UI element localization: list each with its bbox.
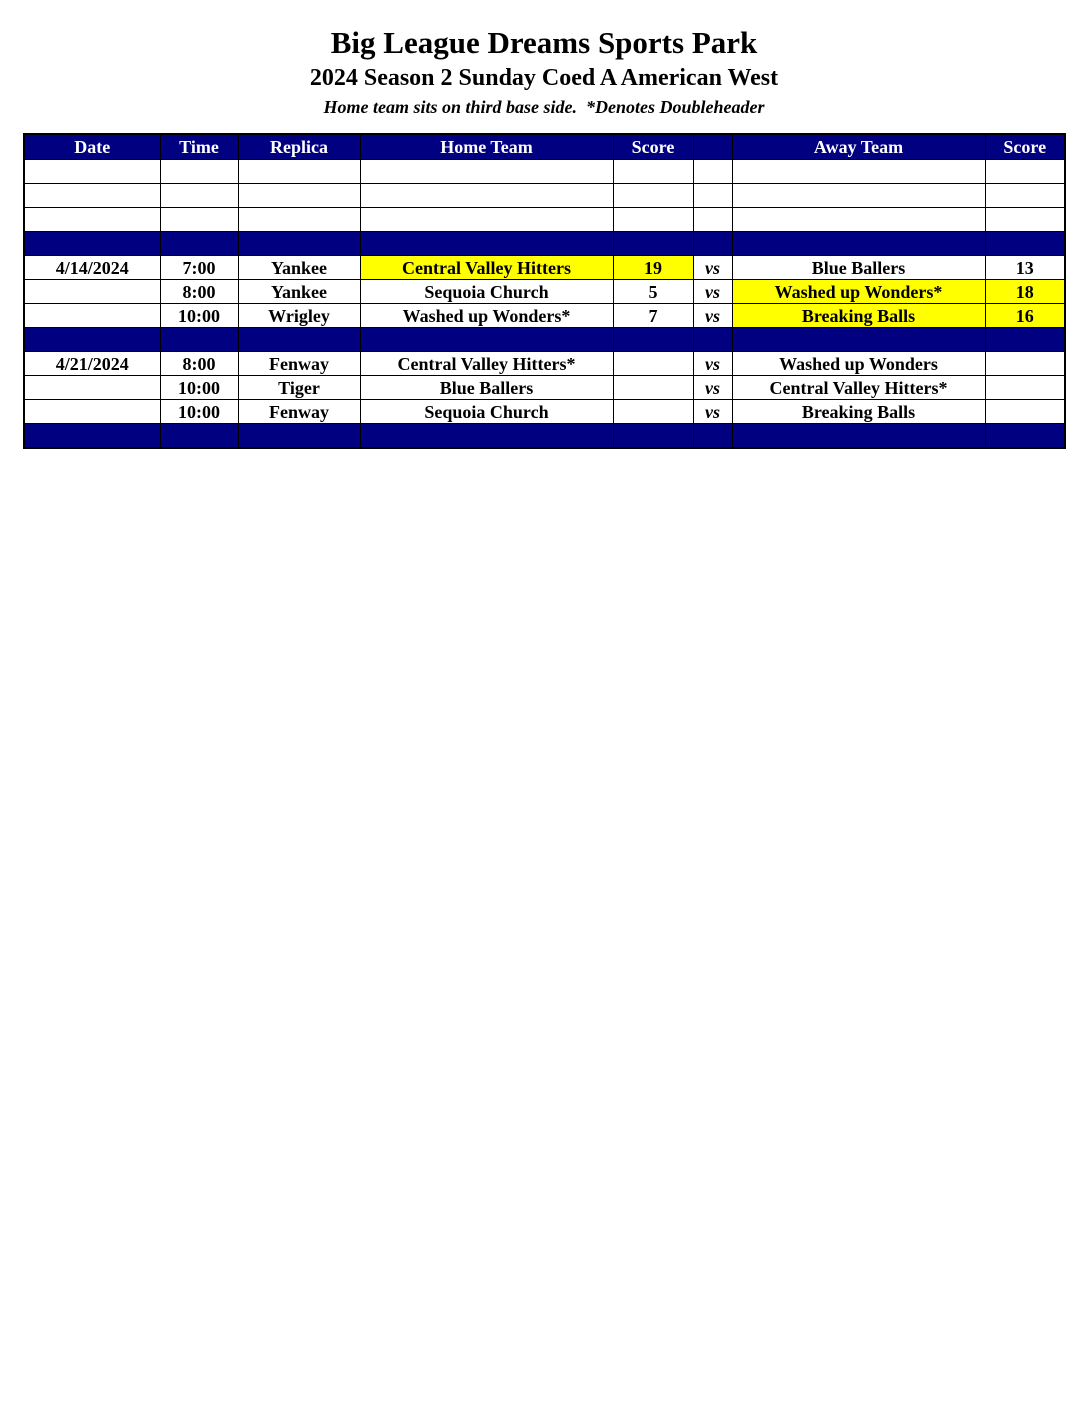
blank-cell [693, 184, 732, 208]
spacer-cell [24, 232, 160, 256]
blank-cell [24, 208, 160, 232]
cell-vs: vs [693, 400, 732, 424]
cell-away-score [985, 400, 1065, 424]
cell-away-team: Washed up Wonders* [732, 280, 985, 304]
cell-date [24, 376, 160, 400]
cell-replica: Fenway [238, 400, 360, 424]
cell-away-score: 13 [985, 256, 1065, 280]
game-row [24, 352, 1065, 376]
column-header-time: Time [160, 134, 238, 160]
blank-cell [24, 184, 160, 208]
cell-home-score [613, 400, 693, 424]
spacer-cell [985, 424, 1065, 449]
spacer-cell [613, 232, 693, 256]
blank-cell [360, 208, 613, 232]
cell-replica: Tiger [238, 376, 360, 400]
cell-home-score: 19 [613, 256, 693, 280]
spacer-cell [360, 232, 613, 256]
spacer-row [24, 424, 1065, 449]
cell-date: 4/14/2024 [24, 256, 160, 280]
cell-home-team: Central Valley Hitters* [360, 352, 613, 376]
cell-home-team: Washed up Wonders* [360, 304, 613, 328]
blank-row [24, 160, 1065, 184]
spacer-cell [613, 424, 693, 449]
game-row [24, 304, 1065, 328]
game-row [24, 376, 1065, 400]
cell-away-team: Breaking Balls [732, 304, 985, 328]
blank-cell [985, 160, 1065, 184]
cell-date [24, 280, 160, 304]
cell-away-score [985, 352, 1065, 376]
cell-vs: vs [693, 376, 732, 400]
game-row [24, 256, 1065, 280]
spacer-cell [360, 328, 613, 352]
blank-cell [985, 184, 1065, 208]
column-header-away-score: Score [985, 134, 1065, 160]
spacer-cell [732, 328, 985, 352]
spacer-cell [24, 424, 160, 449]
cell-time: 7:00 [160, 256, 238, 280]
blank-cell [238, 208, 360, 232]
cell-date: 4/21/2024 [24, 352, 160, 376]
blank-cell [238, 184, 360, 208]
spacer-cell [360, 424, 613, 449]
cell-time: 8:00 [160, 352, 238, 376]
blank-cell [732, 184, 985, 208]
column-header-home-score: Score [613, 134, 693, 160]
cell-time: 10:00 [160, 376, 238, 400]
spacer-cell [238, 424, 360, 449]
blank-cell [693, 160, 732, 184]
spacer-cell [238, 232, 360, 256]
blank-cell [360, 160, 613, 184]
spacer-cell [693, 232, 732, 256]
game-row [24, 400, 1065, 424]
spacer-cell [160, 328, 238, 352]
spacer-cell [238, 328, 360, 352]
cell-home-score: 5 [613, 280, 693, 304]
blank-row [24, 208, 1065, 232]
cell-time: 10:00 [160, 304, 238, 328]
spacer-cell [985, 328, 1065, 352]
blank-cell [238, 160, 360, 184]
cell-away-score: 16 [985, 304, 1065, 328]
spacer-cell [693, 424, 732, 449]
blank-cell [693, 208, 732, 232]
blank-cell [160, 208, 238, 232]
spacer-cell [732, 232, 985, 256]
blank-cell [24, 160, 160, 184]
spacer-cell [732, 424, 985, 449]
table-header-row [24, 134, 1065, 160]
blank-cell [160, 160, 238, 184]
page-title: Big League Dreams Sports Park [330, 25, 758, 60]
cell-away-score [985, 376, 1065, 400]
spacer-row [24, 328, 1065, 352]
cell-away-score: 18 [985, 280, 1065, 304]
spacer-cell [24, 328, 160, 352]
cell-date [24, 400, 160, 424]
cell-vs: vs [693, 280, 732, 304]
cell-away-team: Blue Ballers [732, 256, 985, 280]
blank-cell [160, 184, 238, 208]
column-header-replica: Replica [238, 134, 360, 160]
schedule-body [24, 160, 1065, 449]
blank-cell [613, 160, 693, 184]
spacer-cell [613, 328, 693, 352]
cell-home-score: 7 [613, 304, 693, 328]
cell-home-score [613, 376, 693, 400]
cell-vs: vs [693, 256, 732, 280]
blank-cell [613, 208, 693, 232]
column-header-away-team: Away Team [732, 134, 985, 160]
cell-replica: Fenway [238, 352, 360, 376]
cell-away-team: Washed up Wonders [732, 352, 985, 376]
cell-home-score [613, 352, 693, 376]
cell-home-team: Sequoia Church [360, 280, 613, 304]
column-header-vs [693, 134, 732, 160]
spacer-row [24, 232, 1065, 256]
cell-home-team: Sequoia Church [360, 400, 613, 424]
cell-away-team: Breaking Balls [732, 400, 985, 424]
cell-time: 10:00 [160, 400, 238, 424]
blank-cell [613, 184, 693, 208]
spacer-cell [693, 328, 732, 352]
schedule-table [23, 133, 1066, 449]
spacer-cell [160, 424, 238, 449]
blank-cell [732, 160, 985, 184]
page-subtitle: 2024 Season 2 Sunday Coed A American West [309, 65, 779, 91]
column-header-home-team: Home Team [360, 134, 613, 160]
spacer-cell [160, 232, 238, 256]
cell-replica: Yankee [238, 280, 360, 304]
cell-away-team: Central Valley Hitters* [732, 376, 985, 400]
blank-row [24, 184, 1065, 208]
cell-date [24, 304, 160, 328]
schedule-note: Home team sits on third base side. *Denotes Doubleheader [323, 97, 765, 117]
cell-home-team: Blue Ballers [360, 376, 613, 400]
blank-cell [985, 208, 1065, 232]
cell-replica: Yankee [238, 256, 360, 280]
blank-cell [732, 208, 985, 232]
cell-vs: vs [693, 352, 732, 376]
column-header-date: Date [24, 134, 160, 160]
document-header [0, 24, 1088, 120]
cell-home-team: Central Valley Hitters [360, 256, 613, 280]
game-row [24, 280, 1065, 304]
cell-vs: vs [693, 304, 732, 328]
cell-replica: Wrigley [238, 304, 360, 328]
spacer-cell [985, 232, 1065, 256]
cell-time: 8:00 [160, 280, 238, 304]
blank-cell [360, 184, 613, 208]
